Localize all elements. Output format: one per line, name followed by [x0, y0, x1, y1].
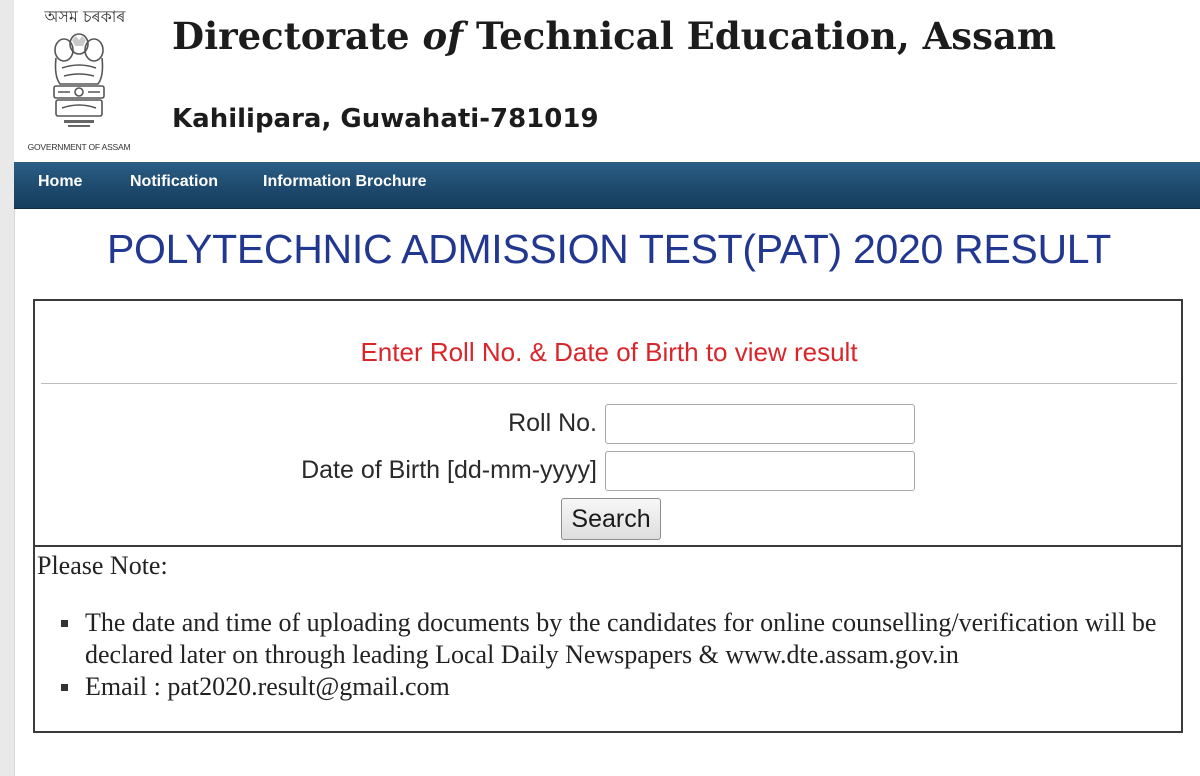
- result-search-form: [33, 299, 1183, 733]
- date-of-birth-input[interactable]: [605, 451, 915, 491]
- search-button[interactable]: Search: [561, 498, 661, 540]
- left-margin-strip: [0, 0, 15, 776]
- form-instruction: Enter Roll No. & Date of Birth to view result: [360, 337, 858, 367]
- form-divider: [41, 383, 1177, 384]
- note-email: Email : pat2020.result@gmail.com: [85, 672, 450, 701]
- nav-item-notification[interactable]: Notification: [130, 173, 218, 190]
- title-part-1: Directorate: [172, 14, 423, 58]
- emblem-top-text: অসম চৰকাৰ: [44, 7, 126, 26]
- bullet-icon: [61, 620, 68, 627]
- national-emblem-icon: [42, 28, 116, 140]
- government-emblem: [16, 4, 142, 154]
- bullet-icon: [61, 684, 68, 691]
- note-text: The date and time of uploading documents by the candidates for online counselling/verification will be declared later on through leading Local Daily Newspapers & www.dte.assam.gov.in: [85, 608, 1157, 669]
- emblem-caption: GOVERNMENT OF ASSAM: [27, 142, 131, 152]
- date-of-birth-label: Date of Birth [dd-mm-yyyy]: [301, 456, 597, 484]
- roll-number-input[interactable]: [605, 404, 915, 444]
- list-item: [37, 671, 1181, 703]
- notes-list: [37, 607, 1181, 703]
- department-title: [172, 14, 1056, 58]
- site-header: [14, 0, 1200, 162]
- notes-heading: Please Note:: [37, 551, 168, 580]
- roll-number-label: Roll No.: [508, 409, 597, 437]
- department-address: Kahilipara, Guwahati-781019: [172, 104, 599, 134]
- title-part-2: Technical Education, Assam: [463, 14, 1057, 58]
- page-title: POLYTECHNIC ADMISSION TEST(PAT) 2020 RESULT: [107, 226, 1111, 272]
- nav-item-home[interactable]: Home: [38, 173, 83, 190]
- main-navigation: [14, 162, 1200, 209]
- list-item: [37, 607, 1181, 671]
- notes-divider: [35, 545, 1181, 547]
- title-of: of: [422, 14, 464, 58]
- nav-item-information-brochure[interactable]: Information Brochure: [263, 173, 427, 190]
